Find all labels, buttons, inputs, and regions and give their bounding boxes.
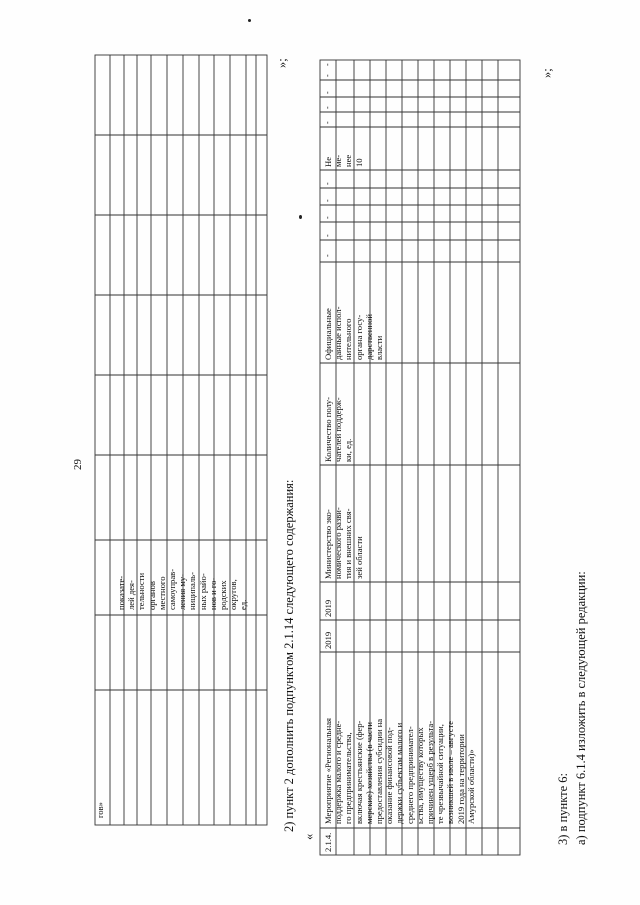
row-indicator: Количество полу- чателей поддерж- ки, ед. [323,397,354,462]
clause-2-text: 2) пункт 2 дополнить подпунктом 2.1.14 следующего содержания: [282,479,296,832]
clause-3a-text: а) подпункт 6.1.4 изложить в следующей редакции: [574,571,588,845]
row-dash-2: - [323,234,332,237]
row-dash-9: - [323,74,332,77]
scan-speck [299,215,302,219]
row-dash-6: - [323,121,332,124]
upper-table-end-mark: »; [275,58,289,68]
row-executor: Министерство эко- номического разви- тия и внешних свя- зей области [323,507,364,579]
row-year-start: 2019 [323,631,333,649]
clause-3-text: 3) в пункте 6: [556,773,570,845]
row-dash-10: - [323,63,332,66]
row-target-value: Не ме- нее 10 [323,154,364,167]
upper-table-indicator-note: показате- лей дея- тельности органов местного самоуправ- ления му- ниципаль- ных райо- нов и го- родских округов, ед. [116,568,249,610]
row-end-mark: »; [540,68,554,78]
row-dash-7: - [323,106,332,109]
row-dash-1: - [323,254,332,257]
row-data-source: Официальные данные испол- нительного органа госу- дарственной власти [323,306,385,360]
row-year-end: 2019 [323,599,333,617]
page-number: 29 [72,459,84,470]
scan-speck [248,19,251,22]
row-number: 2.1.4. [323,832,333,852]
upper-table-fragment-top: гов» [95,802,105,818]
open-quote: « [302,833,316,840]
row-dash-8: - [323,91,332,94]
row-event-description: Мероприятие «Региональная поддержка малого и средне- го предпринимательства, включая крестьянские (фер- мерские) хозяйства (в части предоставления субсидии на оказание финансовой под- держки субъектам малого и среднего предпринимател- ьства, имуществу которых причинен ущерб в результа- те чрезвычайной ситуации, возникшей в июле – августе 2019 года на территории Амурской области)» [323,718,476,824]
row-dash-3: - [323,216,332,219]
row-dash-5: - [323,182,332,185]
row-dash-4: - [323,199,332,202]
